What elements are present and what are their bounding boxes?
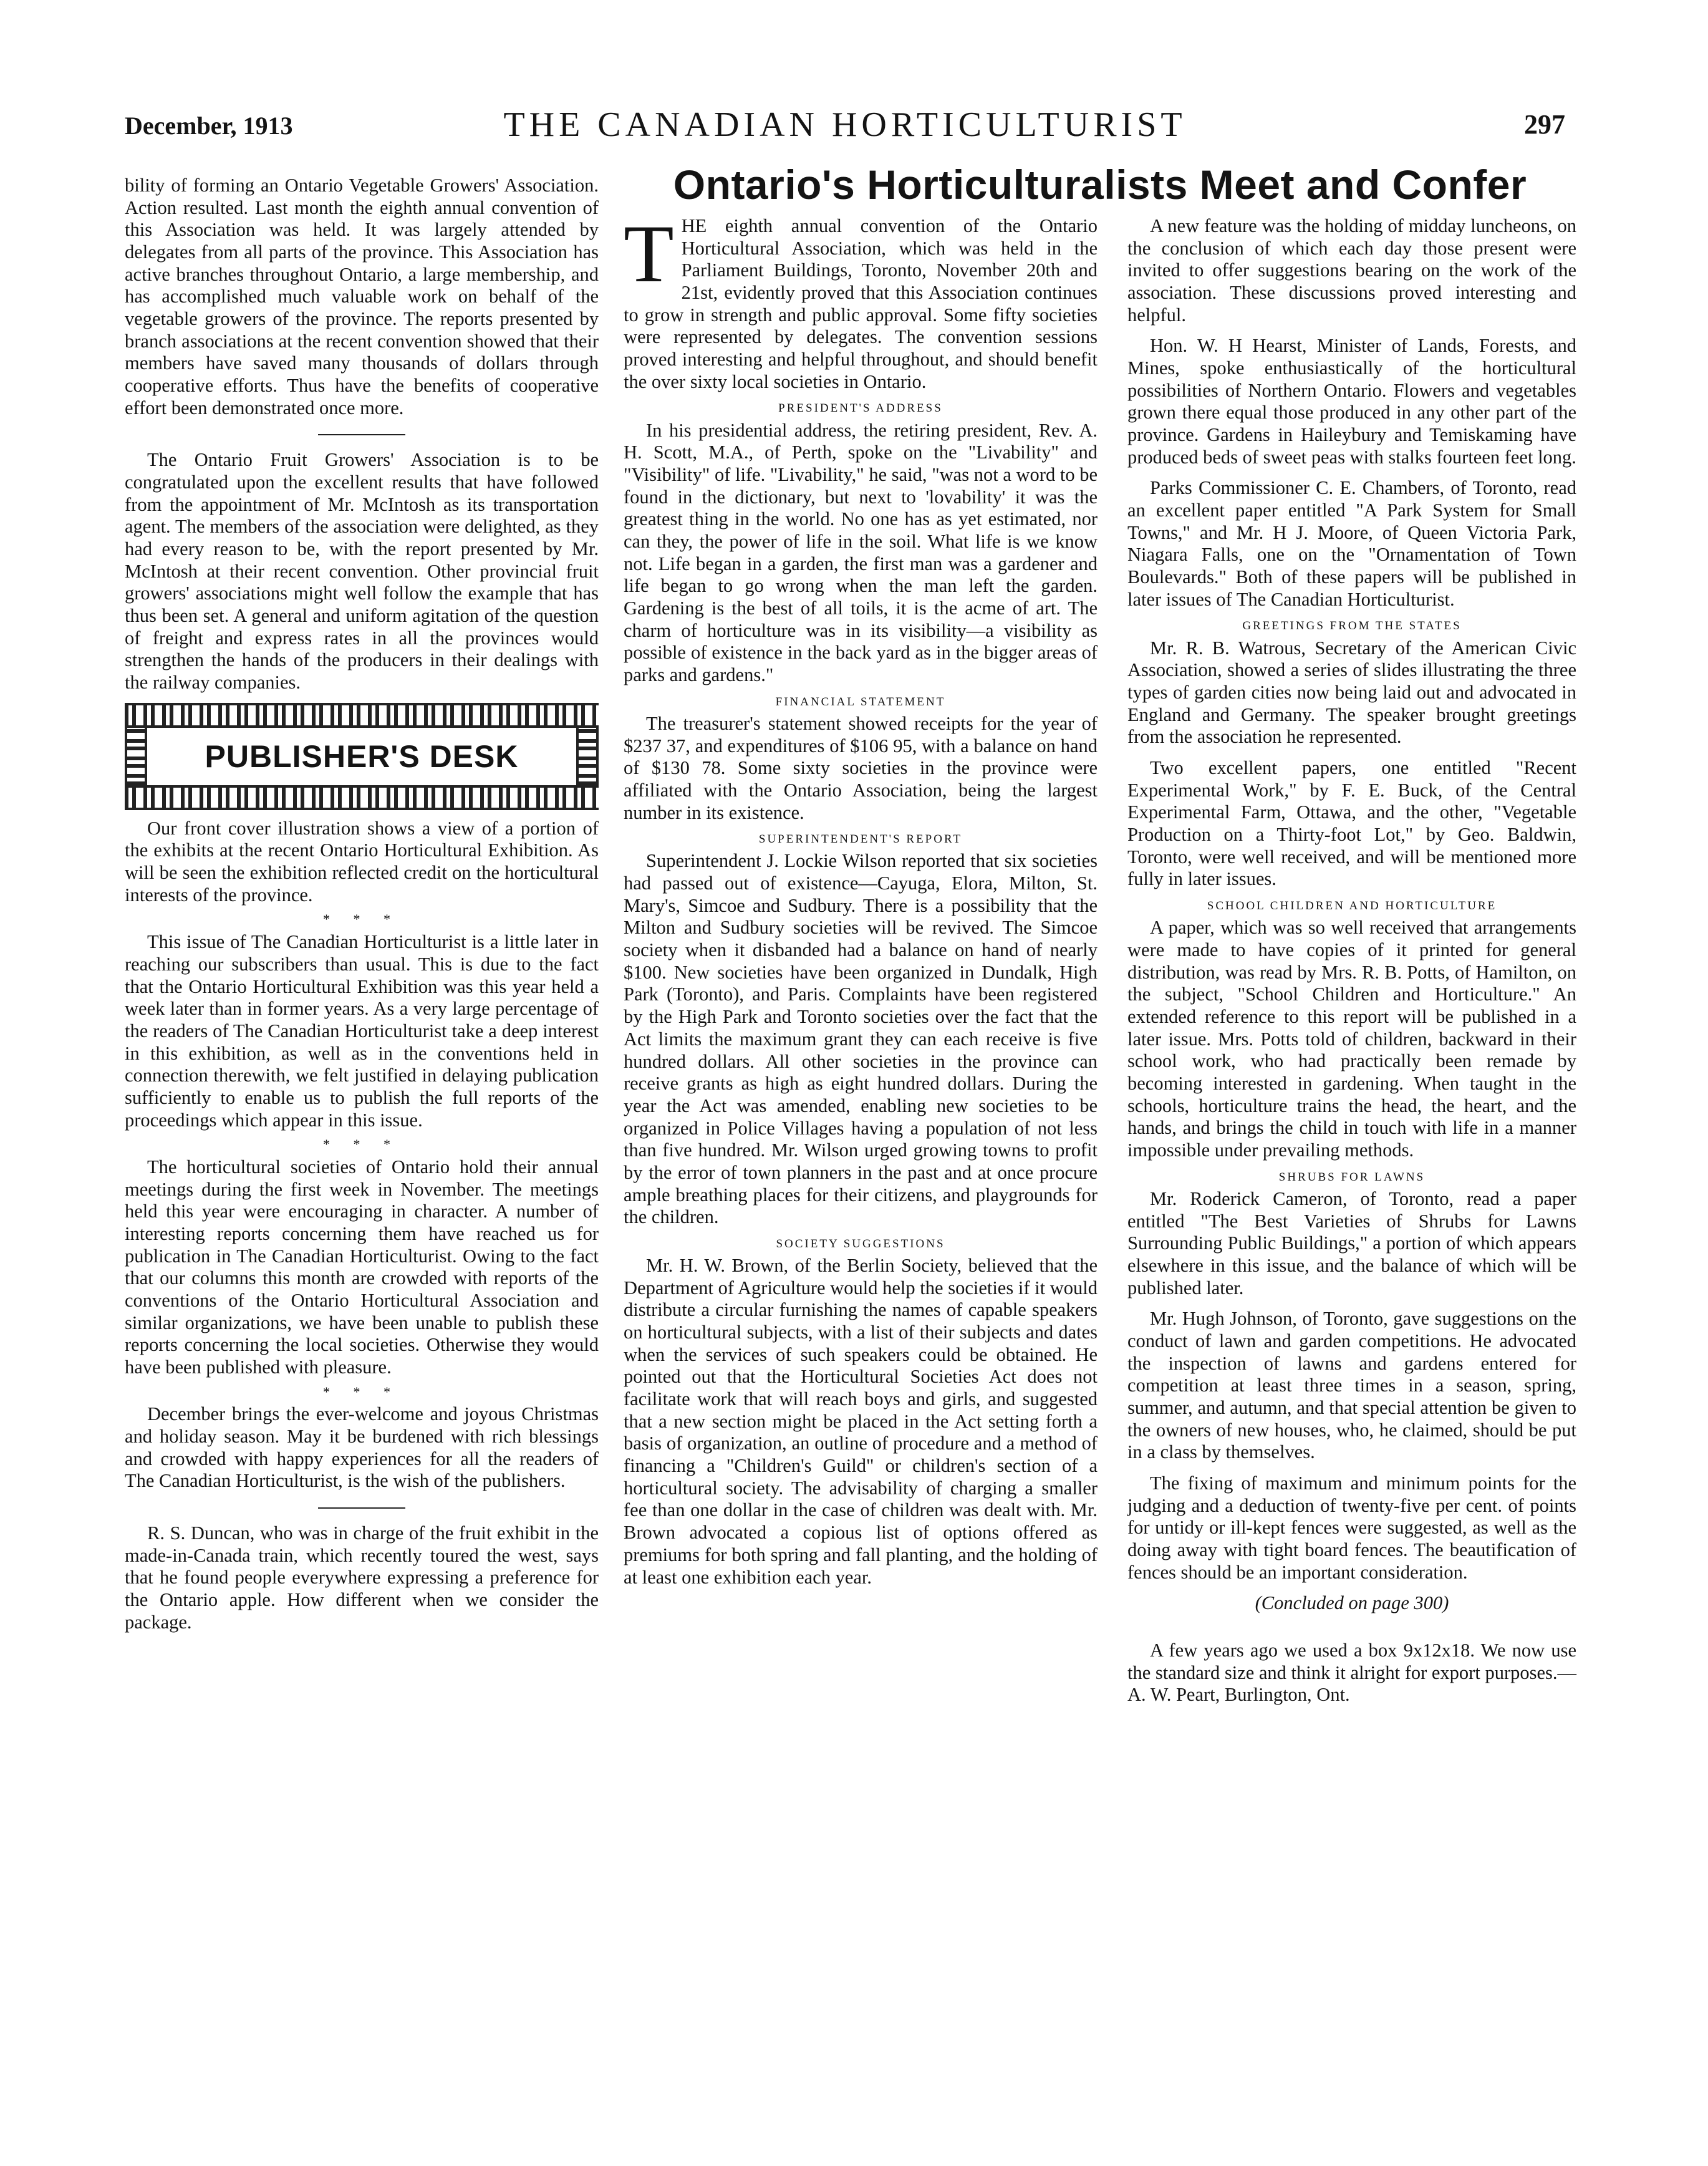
greek-key-border (125, 703, 599, 728)
section-stars: * * * (323, 1136, 400, 1153)
drop-cap: T (624, 208, 674, 299)
paragraph: This issue of The Canadian Horticulturist is a little later in reaching our subscribers than usual. This is due to the fact that the Ontario Horticultural Exhibition was this year held a week later than in former years. As a very large percentage of the readers of The Canadian Horticulturist take a deep interest in this exhibition, as well as in the conventions held in connection therewith, we felt justified in delaying publication sufficiently to enable us to publish the full reports of the proceedings which appear in this issue. (125, 931, 599, 1131)
paragraph: A new feature was the holding of midday luncheons, on the conclusion of which each day those present were invited to offer suggestions bearing on the work of the association. These discussions proved interesting and helpful. (1127, 215, 1576, 326)
subheading: SHRUBS FOR LAWNS (1278, 1170, 1426, 1184)
paragraph: Hon. W. H Hearst, Minister of Lands, Forests, and Mines, spoke enthusiastically of the horticultural possibilities of Northern Ontario. Flowers and vegetables grown there equal those produced in any other part of the province. Gardens in Haileybury and Temiskaming have produced beds of sweet peas with stalks fourteen feet long. (1127, 335, 1576, 468)
greek-key-border (125, 785, 599, 810)
paragraph: Mr. Roderick Cameron, of Toronto, read a paper entitled "The Best Varieties of Shrubs for Lawns Surrounding Public Buildings," a portion of which appears elsewhere in this issue, and the balance of which will be published later. (1127, 1187, 1576, 1298)
paragraph: Two excellent papers, one entitled "Recent Experimental Work," by F. E. Buck, of the Central Experimental Farm, Ottawa, and the other, "Vegetable Production on a Thirty-foot Lot," by Geo. Baldwin, Toronto, were well received, and will be mentioned more fully in later issues. (1127, 757, 1576, 890)
page-header (125, 105, 1565, 155)
article-headline: Ontario's Horticulturalists Meet and Confer (673, 162, 1527, 208)
paragraph: Mr. Hugh Johnson, of Toronto, gave suggestions on the conduct of lawn and garden competitions. He advocated the inspection of lawns and gardens entered for competition at least three times in a season, spring, summer, and autumn, and that special attention be given to the owners of new houses, who, he claimed, should be put in a class by themselves. (1127, 1308, 1576, 1463)
paragraph: Mr. R. B. Watrous, Secretary of the American Civic Association, showed a series of slides illustrating the three types of garden cities now being laid out and advocated in England and Germany. The speaker brought greetings from the association he represented. (1127, 637, 1576, 748)
subheading: SCHOOL CHILDREN AND HORTICULTURE (1207, 899, 1497, 913)
section-stars: * * * (323, 911, 400, 927)
publishers-desk-title: PUBLISHER'S DESK (205, 738, 519, 774)
paragraph: The Ontario Fruit Growers' Association is to be congratulated upon the excellent results that have followed from the appointment of Mr. McIntosh as its transportation agent. The members of the association were delighted, as they had every reason to be, with the report presented by Mr. McIntosh at their recent convention. Other provincial fruit growers' associations might well follow the example that has thus been set. A general and uniform agitation of the question of freight and express rates in all the provinces would strengthen the hands of the producers in their dealings with the railway companies. (125, 449, 599, 694)
paragraph: The treasurer's statement showed receipts for the year of $237 37, and expenditures of $106 95, with a balance on hand of $130 78. Some sixty societies in the province were affiliated with the Ontario Association, being the largest number in its existence. (624, 712, 1098, 823)
right-column (1127, 215, 1576, 2049)
paragraph: R. S. Duncan, who was in charge of the fruit exhibit in the made-in-Canada train, which recently toured the west, says that he found people everywhere expressing a preference for the Ontario apple. How different when we consider the package. (125, 1522, 599, 1633)
paragraph: The horticultural societies of Ontario hold their annual meetings during the first week in November. The meetings held this year were encouraging in character. A number of interesting reports concerning them have reached us for publication in The Canadian Horticulturist. Owing to the fact that our columns this month are crowded with reports of the conventions of the Ontario Horticultural Association and similar organizations, we have been unable to publish these reports concerning the local societies. Otherwise they would have been published with pleasure. (125, 1156, 599, 1378)
greek-key-border (125, 728, 147, 785)
subheading: SUPERINTENDENT'S REPORT (758, 833, 963, 846)
subheading: GREETINGS FROM THE STATES (1242, 619, 1462, 633)
page-number: 297 (1524, 109, 1565, 140)
paragraph: Mr. H. W. Brown, of the Berlin Society, believed that the Department of Agriculture would help the societies if it would distribute a circular furnishing the names of capable speakers on horticultural subjects, with a list of their subjects and dates when the services of such speakers could be obtained. He pointed out that the Horticultural Societies Act does not facilitate work that will reach boys and girls, and suggested that a new section might be placed in the Act setting forth a basis of organization, an outline of procedure and a method of financing a "Children's Guild" or children's section of a horticultural society. The advisability of charging a smaller fee than one dollar in the case of children was dealt with. Mr. Brown advocated a copious list of options offered as premiums for both spring and fall planting, and the holding of at least one exhibition each year. (624, 1255, 1098, 1588)
continuation-note: (Concluded on page 300) (1255, 1592, 1449, 1614)
section-stars: * * * (323, 1383, 400, 1400)
intro-text: HE eighth annual convention of the Ontario Horticultural Association, which was held in the Parliament Buildings, Toronto, November 20th and 21st, evidently proved that this Association continues to grow in strength and public approval. Some fifty societies were represented by delegates. The convention sessions proved interesting and helpful throughout, and should benefit the over sixty local societies in Ontario. (624, 215, 1098, 392)
filler-note: A few years ago we used a box 9x12x18. We now use the standard size and think it alright for export purposes.—A. W. Peart, Burlington, Ont. (1127, 1639, 1576, 1706)
paragraph: The fixing of maximum and minimum points for the judging and a deduction of twenty-five per cent. of points for untidy or ill-kept fences were suggested, as well as the doing away with tight board fences. The beautification of fences should be an important consideration. (1127, 1472, 1576, 1583)
paragraph: A paper, which was so well received that arrangements were made to have copies of it printed for general distribution, was read by Mrs. R. B. Potts, of Hamilton, on the subject, "School Children and Horticulture." An extended reference to this report will be published in a later issue. Mrs. Potts told of children, backward in their school work, who had practically been remade by becoming interested in gardening. When taught in the schools, horticulture trains the head, the heart, and the hands, and brings the child in touch with life in a manner impossible under prevailing methods. (1127, 917, 1576, 1161)
paragraph: December brings the ever-welcome and joyous Christmas and holiday season. May it be burdened with rich blessings and crowded with happy experiences for all the readers of The Canadian Horticulturist, is the wish of the publishers. (125, 1403, 599, 1492)
divider (318, 434, 405, 435)
paragraph: In his presidential address, the retiring president, Rev. A. H. Scott, M.A., of Perth, spoke on the "Livability" and "Visibility" of life. "Livability," he said, "was not a word to be found in the dictionary, but next to 'lovability' it was the greatest thing in the world. No one has as yet estimated, nor can they, the power of life in the soil. What life is we know not. Life began in a garden, the first man was a gardener and life began to go wrong when the man left the garden. Gardening is the best of all toils, it is the acme of art. The charm of horticulture was in its visibility—a visibility as possible of existence in the back yard as in the bigger areas of parks and gardens." (624, 419, 1098, 685)
greek-key-border (576, 728, 599, 785)
divider (318, 1507, 405, 1509)
subheading: FINANCIAL STATEMENT (775, 695, 946, 708)
issue-date: December, 1913 (125, 112, 293, 140)
left-column (125, 175, 599, 2046)
paragraph: Our front cover illustration shows a view of a portion of the exhibits at the recent Ontario Horticultural Exhibition. As will be seen the exhibition reflected credit on the horticultural interests of the province. (125, 817, 599, 906)
subheading: SOCIETY SUGGESTIONS (776, 1237, 945, 1250)
paragraph: bility of forming an Ontario Vegetable Growers' Association. Action resulted. Last month the eighth annual convention of this Association was held. It was largely attended by delegates from all parts of the province. This Association has active branches throughout Ontario, a large membership, and has accomplished much valuable work on behalf of the vegetable growers of the province. The reports presented by branch associations at the recent convention showed that their members have saved many thousands of dollars through cooperative efforts. Thus have the benefits of cooperative effort been demonstrated once more. (125, 175, 599, 418)
masthead: THE CANADIAN HORTICULTURIST (503, 105, 1187, 144)
paragraph: Superintendent J. Lockie Wilson reported that six societies had passed out of existence—Cayuga, Elora, Milton, St. Mary's, Simcoe and Sudbury. There is a possibility that the Milton and Sudbury societies will be revived. The Simcoe society when it disbanded had a balance on hand of nearly $100. New societies have been organized in Dundalk, High Park (Toronto), and Paris. Complaints have been registered by the High Park and Toronto societies over the fact that the Act limits the maximum grant they can each receive is five hundred dollars. All other societies in the province can receive grants as high as eight hundred dollars. During the year the Act was amended, enabling new societies to be organized in Police Villages having a population of not less than five hundred. Mr. Wilson urged growing towns to profit by the error of town planners in the past and at once procure ample breathing places for their citizens, and playgrounds for the children. (624, 850, 1098, 1228)
article-intro (624, 208, 1098, 393)
publishers-desk-banner (125, 703, 599, 810)
paragraph: Parks Commissioner C. E. Chambers, of Toronto, read an excellent paper entitled "A Park System for Small Towns," and Mr. H J. Moore, of Queen Victoria Park, Niagara Falls, one on the "Ornamentation of Town Boulevards." Both of these papers will be published in later issues of The Canadian Horticulturist. (1127, 477, 1576, 610)
subheading: PRESIDENT'S ADDRESS (778, 402, 943, 415)
middle-column (624, 208, 1098, 2049)
